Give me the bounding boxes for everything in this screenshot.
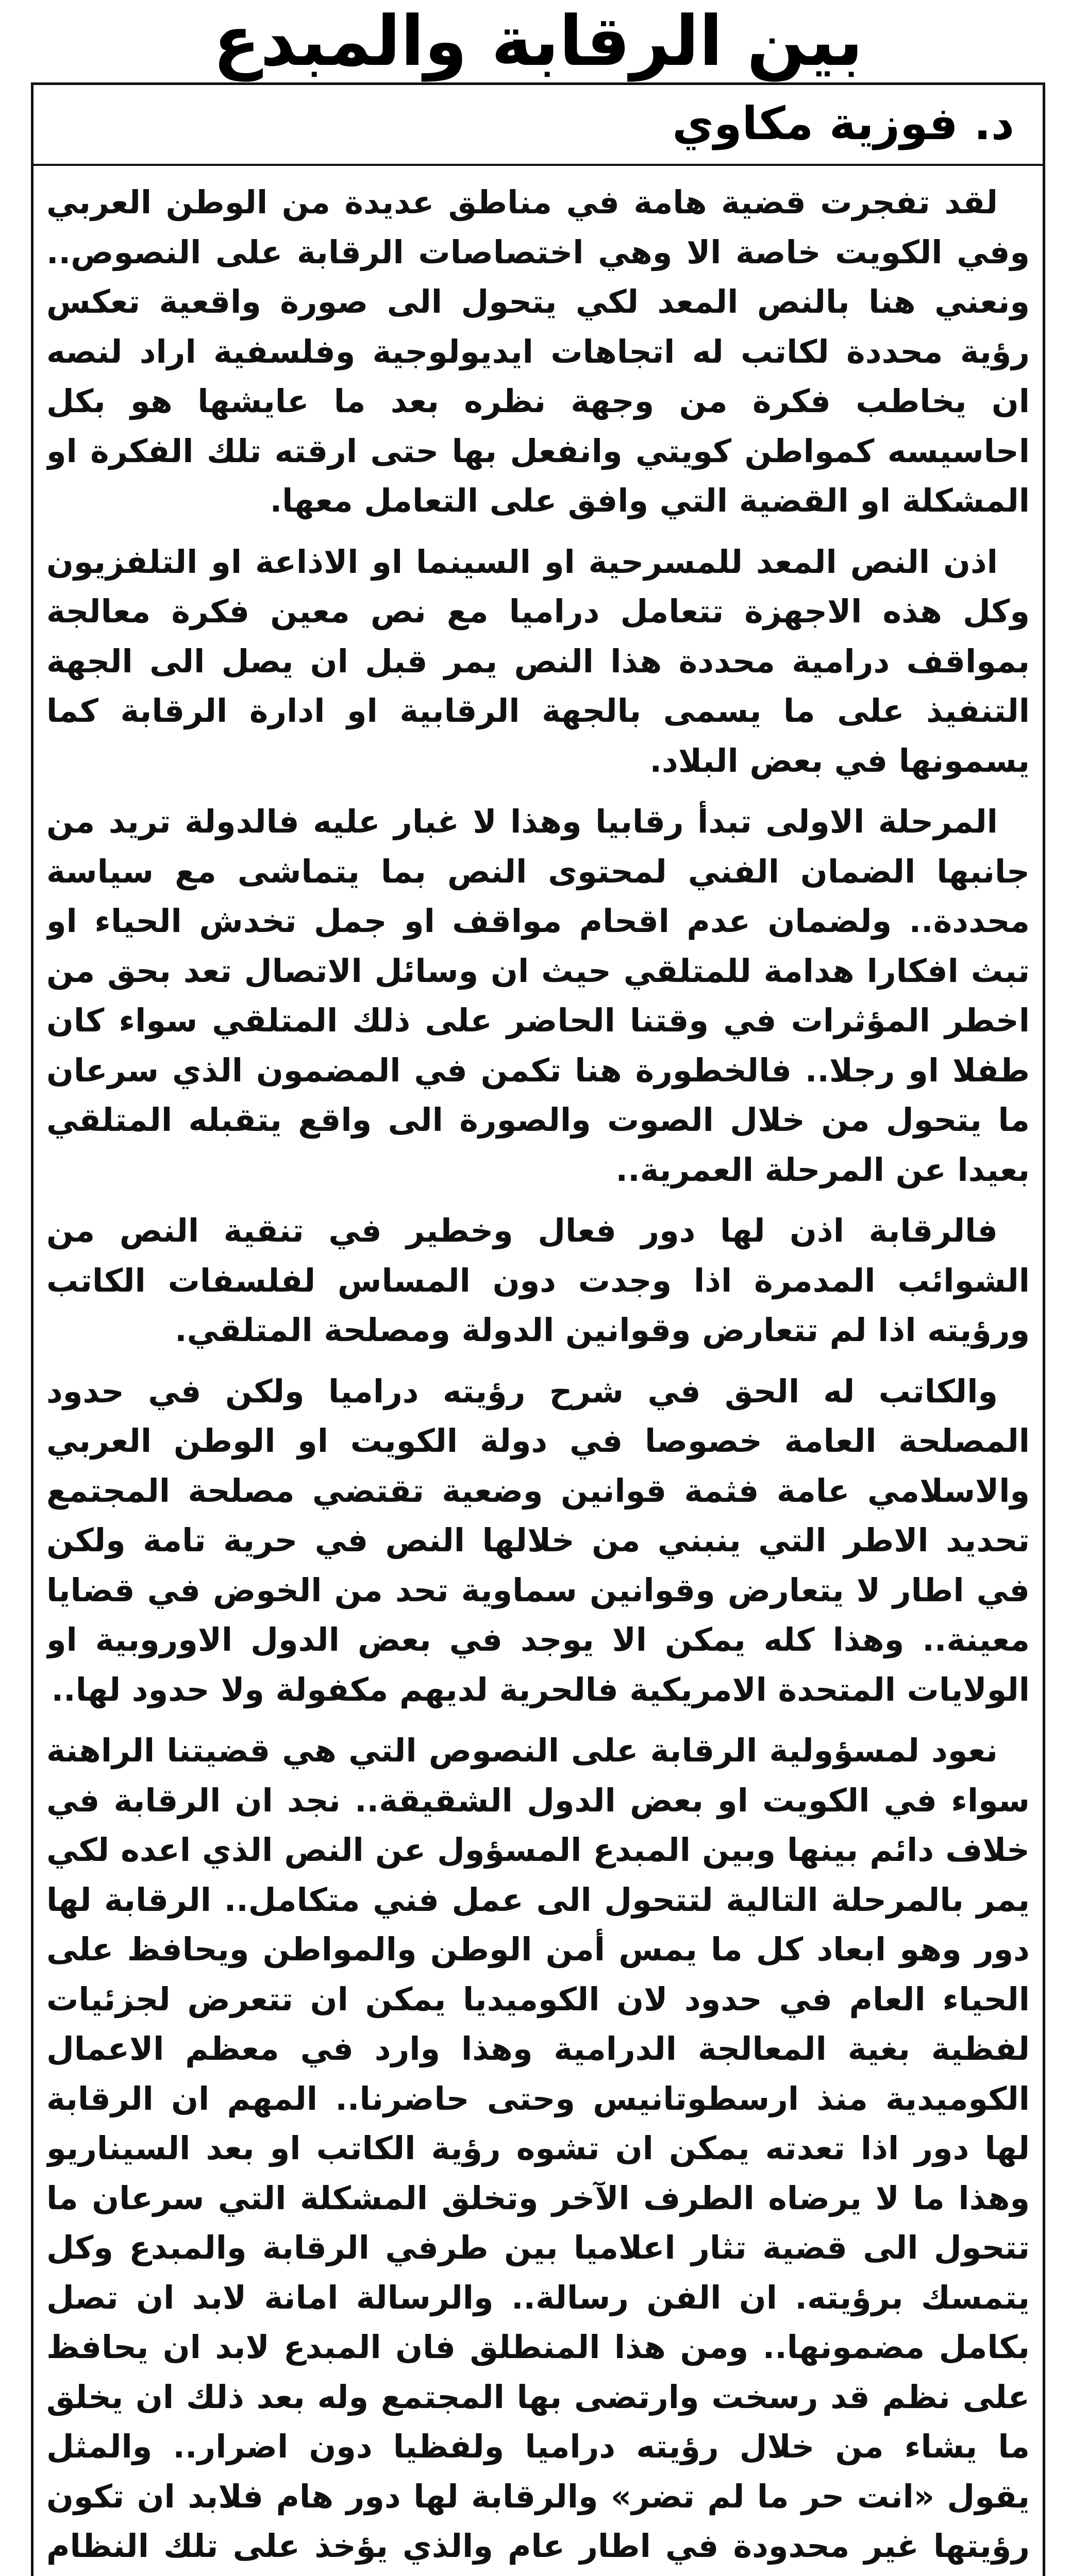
author-byline: د. فوزية مكاوي [672, 97, 1014, 150]
paragraph-4: فالرقابة اذن لها دور فعال وخطير في تنقية النص من الشوائب المدمرة اذا وجدت دون المساس لفلسفات الكاتب ورؤيته اذا لم تتعارض وقوانين الدولة ومصلحة المتلقي. [46, 1212, 1030, 1349]
paragraph-2: اذن النص المعد للمسرحية او السينما او الاذاعة او التلفزيون وكل هذه الاجهزة تتعامل دراميا مع نص معين فكرة معالجة بمواقف درامية محددة هذا النص يمر قبل ان يصل الى الجهة التنفيذ على ما يسمى بالجهة الرقابية او ادارة الرقابة كما يسمونها في بعض البلاد. [46, 543, 1030, 779]
byline-divider [31, 164, 1045, 166]
paragraph-3: المرحلة الاولى تبدأ رقابيا وهذا لا غبار عليه فالدولة تريد من جانبها الضمان الفني لمحتوى النص بما يتماشى مع سياسة محددة.. ولضمان عدم اقحام مواقف او جمل تخدش الحياء او تبث افكارا هدامة للمتلقي حيث ان وسائل الاتصال تعد بحق من اخطر المؤثرات في وقتنا الحاضر على ذلك المتلقي سواء كان طفلا او رجلا.. فالخطورة هنا تكمن في المضمون الذي سرعان ما يتحول من خلال الصوت والصورة الى واقع يتقبله المتلقي بعيدا عن المرحلة العمرية.. [46, 803, 1030, 1189]
article-body [46, 178, 1030, 2576]
paragraph-6: نعود لمسؤولية الرقابة على النصوص التي هي قضيتنا الراهنة سواء في الكويت او بعض الدول الشقيقة.. نجد ان الرقابة في خلاف دائم بينها وبين المبدع المسؤول عن النص الذي اعده لكي يمر بالمرحلة التالية لتتحول الى عمل فني متكامل.. الرقابة لها دور وهو ابعاد كل ما يمس أمن الوطن والمواطن ويحافظ على الحياء العام في حدود لان الكوميديا يمكن ان تتعرض لجزئيات لفظية بغية المعالجة الدرامية وهذا وارد في معظم الاعمال الكوميدية منذ ارسطوتانيس وحتى حاضرنا.. المهم ان الرقابة لها دور اذا تعدته يمكن ان تشوه رؤية الكاتب او بعد السيناريو وهذا ما لا يرضاه الطرف الآخر وتخلق المشكلة التي سرعان ما تتحول الى قضية تثار اعلاميا بين طرفي الرقابة والمبدع وكل يتمسك برؤيته. ان الفن رسالة.. والرسالة امانة لابد ان تصل بكامل مضمونها.. ومن هذا المنطلق فان المبدع لابد ان يحافظ على نظم قد رسخت وارتضى بها المجتمع وله بعد ذلك ان يخلق ما يشاء من خلال رؤيته دراميا ولفظيا دون اضرار.. والمثل يقول «انت حر ما لم تضر» والرقابة لها دور هام فلابد ان تكون رؤيتها غير محدودة في اطار عام والذي يؤخذ على تلك النظام [46, 1732, 1030, 2565]
paragraph-5: والكاتب له الحق في شرح رؤيته دراميا ولكن في حدود المصلحة العامة خصوصا في دولة الكويت او الوطن العربي والاسلامي عامة فثمة قوانين وضعية تقتضي مصلحة المجتمع تحديد الاطر التي ينبني من خلالها النص في حرية تامة ولكن في اطار لا يتعارض وقوانين سماوية تحد من الخوض في قضايا معينة.. وهذا كله يمكن الا يوجد في بعض الدول الاوروبية او الولايات المتحدة الامريكية فالحرية لديهم مكفولة ولا حدود لها.. [46, 1372, 1030, 1708]
article-headline: بين الرقابة والمبدع [213, 1, 863, 81]
paragraph-1: لقد تفجرت قضية هامة في مناطق عديدة من الوطن العربي وفي الكويت خاصة الا وهي اختصاصات الرقابة على النصوص.. ونعني هنا بالنص المعد لكي يتحول الى صورة واقعية تعكس رؤية محددة لكاتب له اتجاهات ايديولوجية وفلسفية اراد لنصه ان يخاطب فكرة من وجهة نظره بعد ما عايشها هو بكل احاسيسه كمواطن كويتي وانفعل بها حتى ارقته تلك الفكرة او المشكلة او القضية التي وافق على التعامل معها. [46, 183, 1030, 519]
